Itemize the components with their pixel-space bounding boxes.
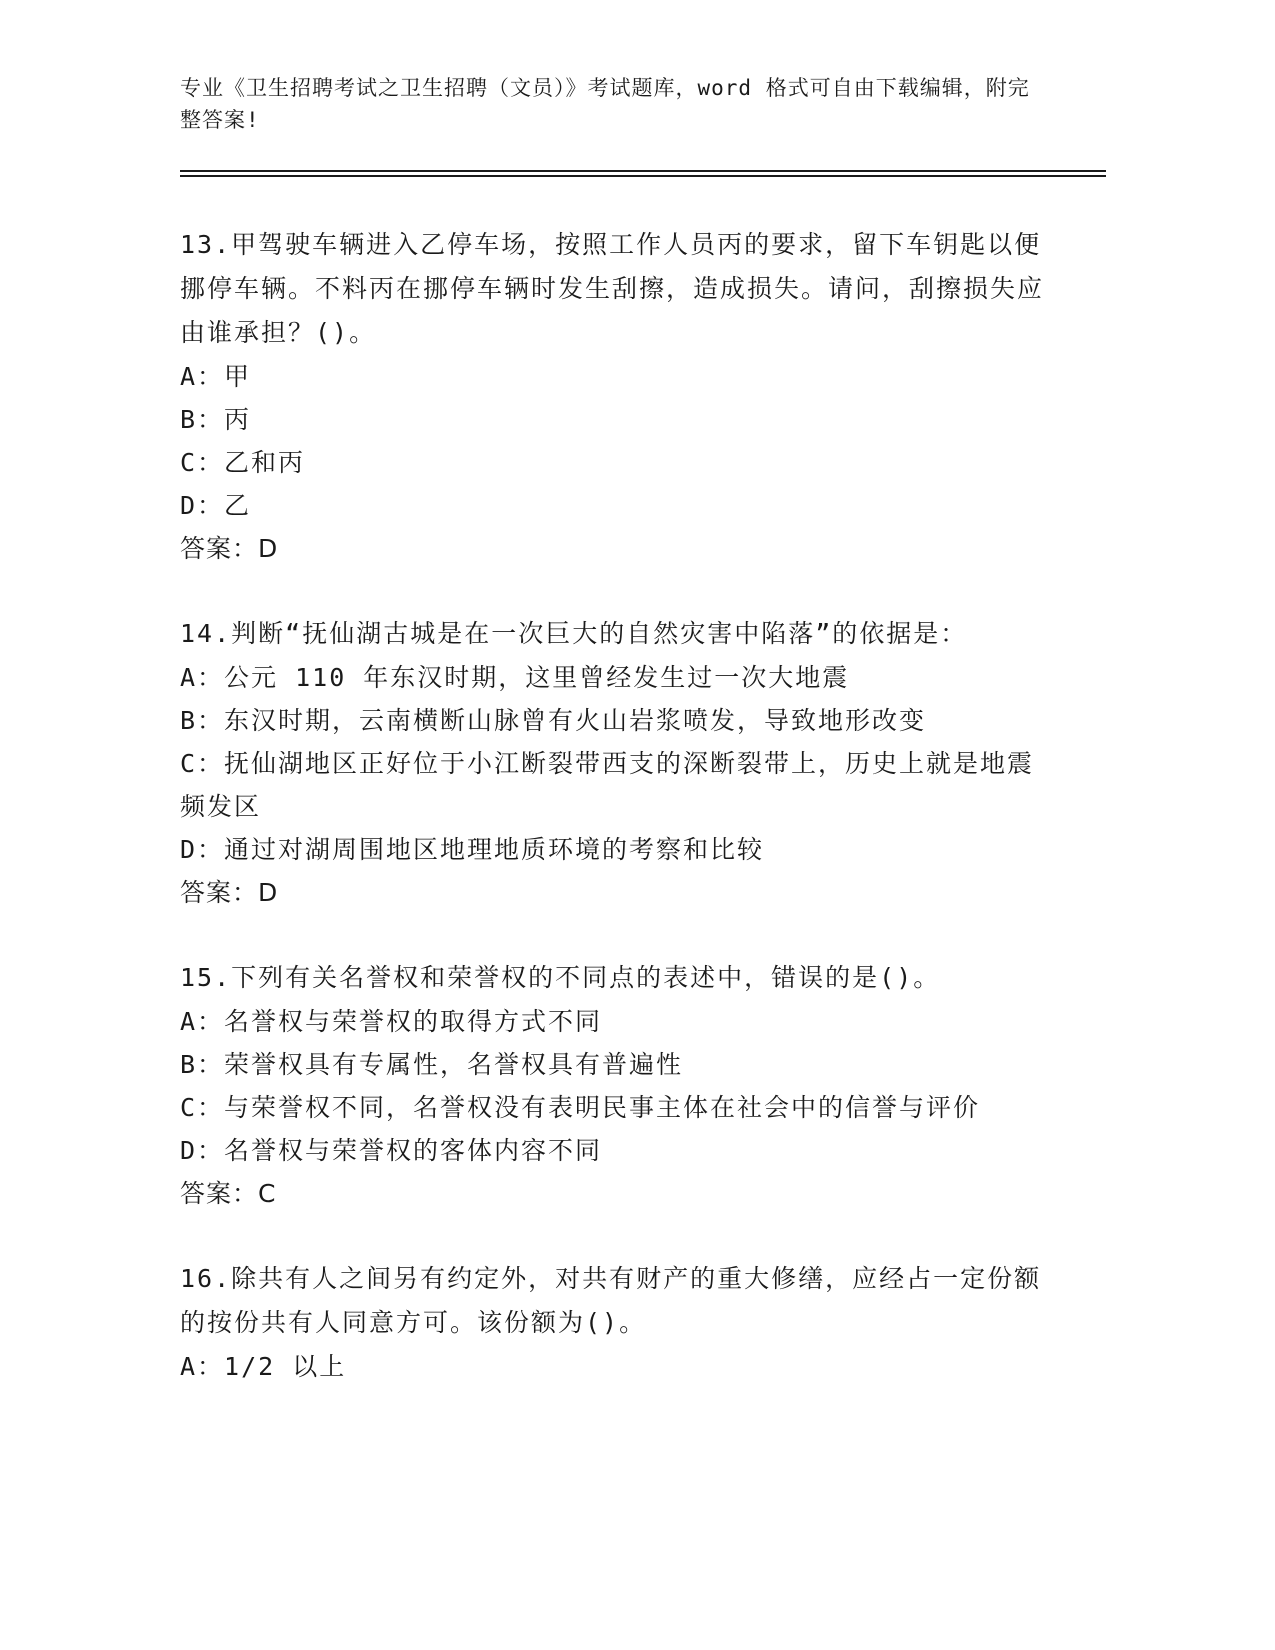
option-d: D：乙: [180, 491, 252, 520]
question-15: [180, 956, 1050, 1216]
option-a: A：甲: [180, 362, 252, 391]
question-list: [180, 223, 1050, 1429]
option-a: A：1/2 以上: [180, 1352, 347, 1381]
answer: 答案：D: [180, 878, 279, 907]
option-c: C：抚仙湖地区正好位于小江断裂带西支的深断裂带上，历史上就是地震频发区: [180, 749, 1035, 821]
option-a: A：公元 110 年东汉时期，这里曾经发生过一次大地震: [180, 663, 850, 692]
option-d: D：通过对湖周围地区地理地质环境的考察和比较: [180, 835, 765, 864]
option-c: C：乙和丙: [180, 448, 306, 477]
option-d: D：名誉权与荣誉权的客体内容不同: [180, 1136, 603, 1165]
question-14: [180, 612, 1050, 915]
question-text: 16.除共有人之间另有约定外，对共有财产的重大修缮，应经占一定份额的按份共有人同意方可。该份额为()。: [180, 1264, 1042, 1337]
question-text: 15.下列有关名誉权和荣誉权的不同点的表述中，错误的是()。: [180, 963, 941, 992]
answer: 答案：D: [180, 534, 279, 563]
option-b: B：荣誉权具有专属性，名誉权具有普遍性: [180, 1050, 684, 1079]
option-b: B：东汉时期，云南横断山脉曾有火山岩浆喷发，导致地形改变: [180, 706, 927, 735]
option-a: A：名誉权与荣誉权的取得方式不同: [180, 1007, 603, 1036]
option-c: C：与荣誉权不同，名誉权没有表明民事主体在社会中的信誉与评价: [180, 1093, 981, 1122]
question-text: 14.判断“抚仙湖古城是在一次巨大的自然灾害中陷落”的依据是：: [180, 619, 968, 648]
header-divider-bottom: [180, 175, 1106, 177]
header-divider-top: [180, 170, 1106, 172]
question-16: [180, 1257, 1050, 1388]
document-header: 专业《卫生招聘考试之卫生招聘（文员）》考试题库，word 格式可自由下载编辑，附完整答案!: [180, 76, 1030, 132]
question-13: [180, 223, 1050, 571]
question-text: 13.甲驾驶车辆进入乙停车场，按照工作人员丙的要求，留下车钥匙以便挪停车辆。不料丙在挪停车辆时发生刮擦，造成损失。请问，刮擦损失应由谁承担？()。: [180, 230, 1045, 347]
option-b: B：丙: [180, 405, 252, 434]
answer: 答案：C: [180, 1179, 277, 1208]
